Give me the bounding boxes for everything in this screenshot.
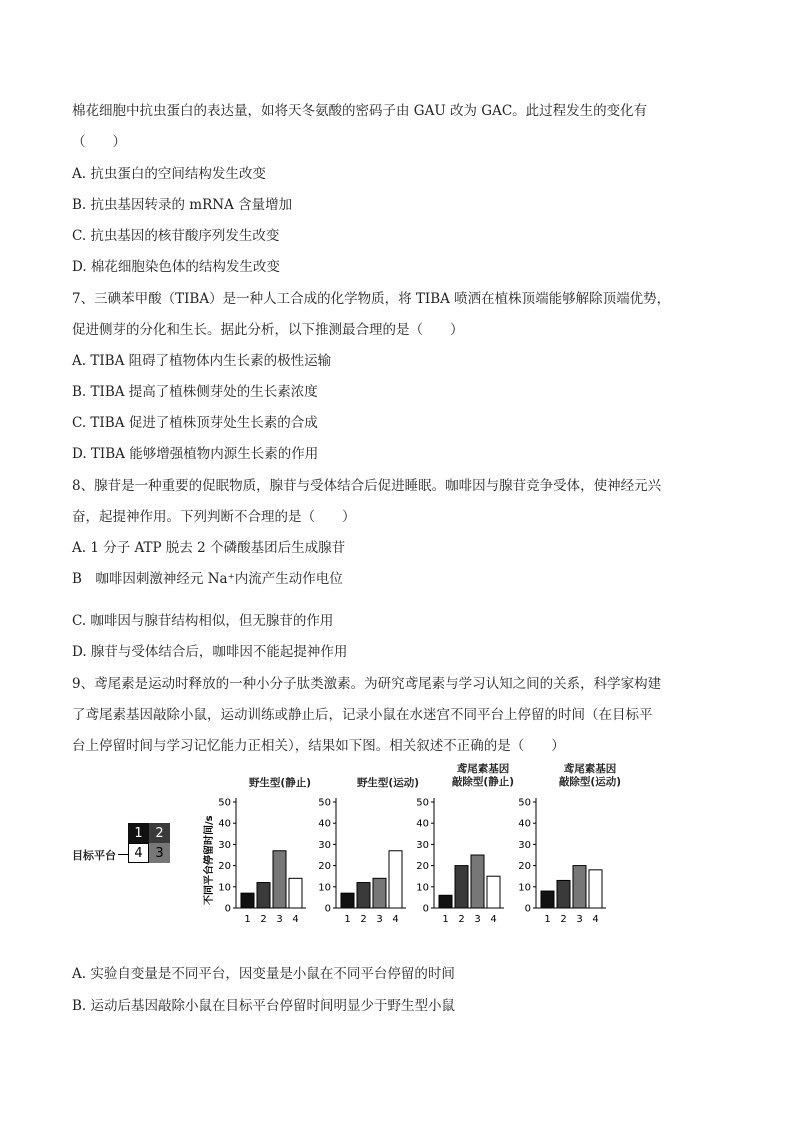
y-tick-label: 50: [518, 797, 531, 809]
y-tick-label: 20: [518, 861, 531, 873]
option-line: A. 1 分子 ATP 脱去 2 个磷酸基团后生成腺苷: [72, 540, 346, 556]
bar: [357, 883, 370, 908]
bar: [373, 878, 386, 908]
y-tick-label: 20: [218, 861, 231, 873]
bar: [389, 851, 402, 908]
chart-title-3: 鸢尾素基因 敲除型(静止): [451, 763, 515, 788]
option-line: B 咖啡因刺激神经元 Na⁺内流产生动作电位: [72, 571, 343, 587]
y-tick-label: 30: [416, 839, 429, 851]
bar: [341, 893, 354, 908]
platform-grid: [128, 823, 172, 865]
y-tick-label: 10: [218, 882, 231, 894]
bar: [257, 883, 270, 908]
option-line: A. TIBA 阻碍了植物体内生长素的极性运输: [72, 353, 332, 369]
question-line: 奋，起提神作用。下列判断不合理的是（ ）: [72, 509, 356, 525]
bar: [487, 876, 500, 908]
y-tick-label: 20: [318, 861, 331, 873]
x-tick-label: 1: [544, 914, 551, 925]
bar: [455, 866, 468, 908]
bar: [289, 878, 302, 908]
bar: [241, 893, 254, 908]
y-axis-label: 不同平台停留时间/s: [204, 815, 215, 905]
y-tick-label: 30: [318, 839, 331, 851]
y-tick-label: 10: [416, 882, 429, 894]
question-line: 了鸢尾素基因敲除小鼠，运动训练或静止后，记录小鼠在水迷宫不同平台上停留的时间（在目标平: [72, 707, 653, 723]
chart-title-2: 野生型(运动): [356, 777, 420, 789]
y-tick-label: 50: [416, 797, 429, 809]
platform-cell-2: 2: [149, 823, 170, 843]
y-tick-label: 50: [318, 797, 331, 809]
chart-title-1: 野生型(静止): [248, 777, 312, 789]
y-tick-label: 40: [318, 818, 331, 830]
option-line: A. 抗虫蛋白的空间结构发生改变: [72, 166, 266, 182]
text-line: （ ）: [72, 134, 126, 150]
x-tick-label: 2: [260, 914, 267, 925]
x-tick-label: 1: [344, 914, 351, 925]
x-tick-label: 1: [244, 914, 251, 925]
chart-title-4: 鸢尾素基因 敲除型(运动): [558, 763, 622, 788]
bar: [573, 866, 586, 908]
y-tick-label: 30: [518, 839, 531, 851]
question-line: 7、三碘苯甲酸（TIBA）是一种人工合成的化学物质，将 TIBA 喷洒在植株顶端能够解除顶端优势，: [72, 291, 671, 307]
option-line: B. 抗虫基因转录的 mRNA 含量增加: [72, 197, 293, 213]
y-tick-label: 0: [224, 903, 231, 915]
x-tick-label: 3: [576, 914, 583, 925]
option-line: B. TIBA 提高了植株侧芽处的生长素浓度: [72, 384, 318, 400]
x-tick-label: 3: [474, 914, 481, 925]
y-tick-label: 40: [416, 818, 429, 830]
y-tick-label: 40: [518, 818, 531, 830]
y-tick-label: 0: [324, 903, 331, 915]
x-tick-label: 1: [442, 914, 449, 925]
platform-cell-4: 4: [128, 843, 149, 863]
bar: [589, 870, 602, 908]
option-line: C. 抗虫基因的核苷酸序列发生改变: [72, 228, 280, 244]
y-tick-label: 30: [218, 839, 231, 851]
text-line: 棉花细胞中抗虫蛋白的表达量，如将天冬氨酸的密码子由 GAU 改为 GAC。此过程发生的变化有: [72, 103, 648, 119]
bar: [439, 895, 452, 908]
x-tick-label: 4: [392, 914, 399, 925]
x-tick-label: 3: [276, 914, 283, 925]
question-line: 9、鸢尾素是运动时释放的一种小分子肽类激素。为研究鸢尾素与学习认知之间的关系，科学家构建: [72, 676, 662, 692]
x-tick-label: 2: [458, 914, 465, 925]
x-tick-label: 2: [360, 914, 367, 925]
option-line: A. 实验自变量是不同平台，因变量是小鼠在不同平台停留的时间: [72, 966, 455, 982]
x-tick-label: 4: [592, 914, 599, 925]
y-tick-label: 20: [416, 861, 429, 873]
y-tick-label: 40: [218, 818, 231, 830]
option-line: D. 棉花细胞染色体的结构发生改变: [72, 259, 280, 275]
option-line: B. 运动后基因敲除小鼠在目标平台停留时间明显少于野生型小鼠: [72, 998, 456, 1014]
x-tick-label: 4: [490, 914, 497, 925]
bar: [273, 851, 286, 908]
bar: [541, 891, 554, 908]
option-line: C. TIBA 促进了植株顶芽处生长素的合成: [72, 415, 318, 431]
option-line: C. 咖啡因与腺苷结构相似，但无腺苷的作用: [72, 613, 334, 629]
x-tick-label: 4: [292, 914, 299, 925]
option-line: D. TIBA 能够增强植物内源生长素的作用: [72, 446, 319, 462]
bar: [471, 855, 484, 908]
question-line: 促进侧芽的分化和生长。据此分析，以下推测最合理的是（ ）: [72, 322, 464, 338]
platform-cell-3: 3: [149, 843, 170, 863]
option-line: D. 腺苷与受体结合后，咖啡因不能起提神作用: [72, 644, 348, 660]
question-line: 8、腺苷是一种重要的促眠物质，腺苷与受体结合后促进睡眠。咖啡因与腺苷竞争受体，使神经元兴: [72, 478, 662, 494]
y-tick-label: 50: [218, 797, 231, 809]
platform-cell-1: 1: [128, 823, 149, 843]
y-tick-label: 10: [318, 882, 331, 894]
bar: [557, 880, 570, 908]
x-tick-label: 2: [560, 914, 567, 925]
question-line: 台上停留时间与学习记忆能力正相关），结果如下图。相关叙述不正确的是（ ）: [72, 738, 565, 754]
y-tick-label: 10: [518, 882, 531, 894]
y-tick-label: 0: [524, 903, 531, 915]
legend-label: 目标平台: [72, 849, 116, 862]
x-tick-label: 3: [376, 914, 383, 925]
y-tick-label: 0: [422, 903, 429, 915]
